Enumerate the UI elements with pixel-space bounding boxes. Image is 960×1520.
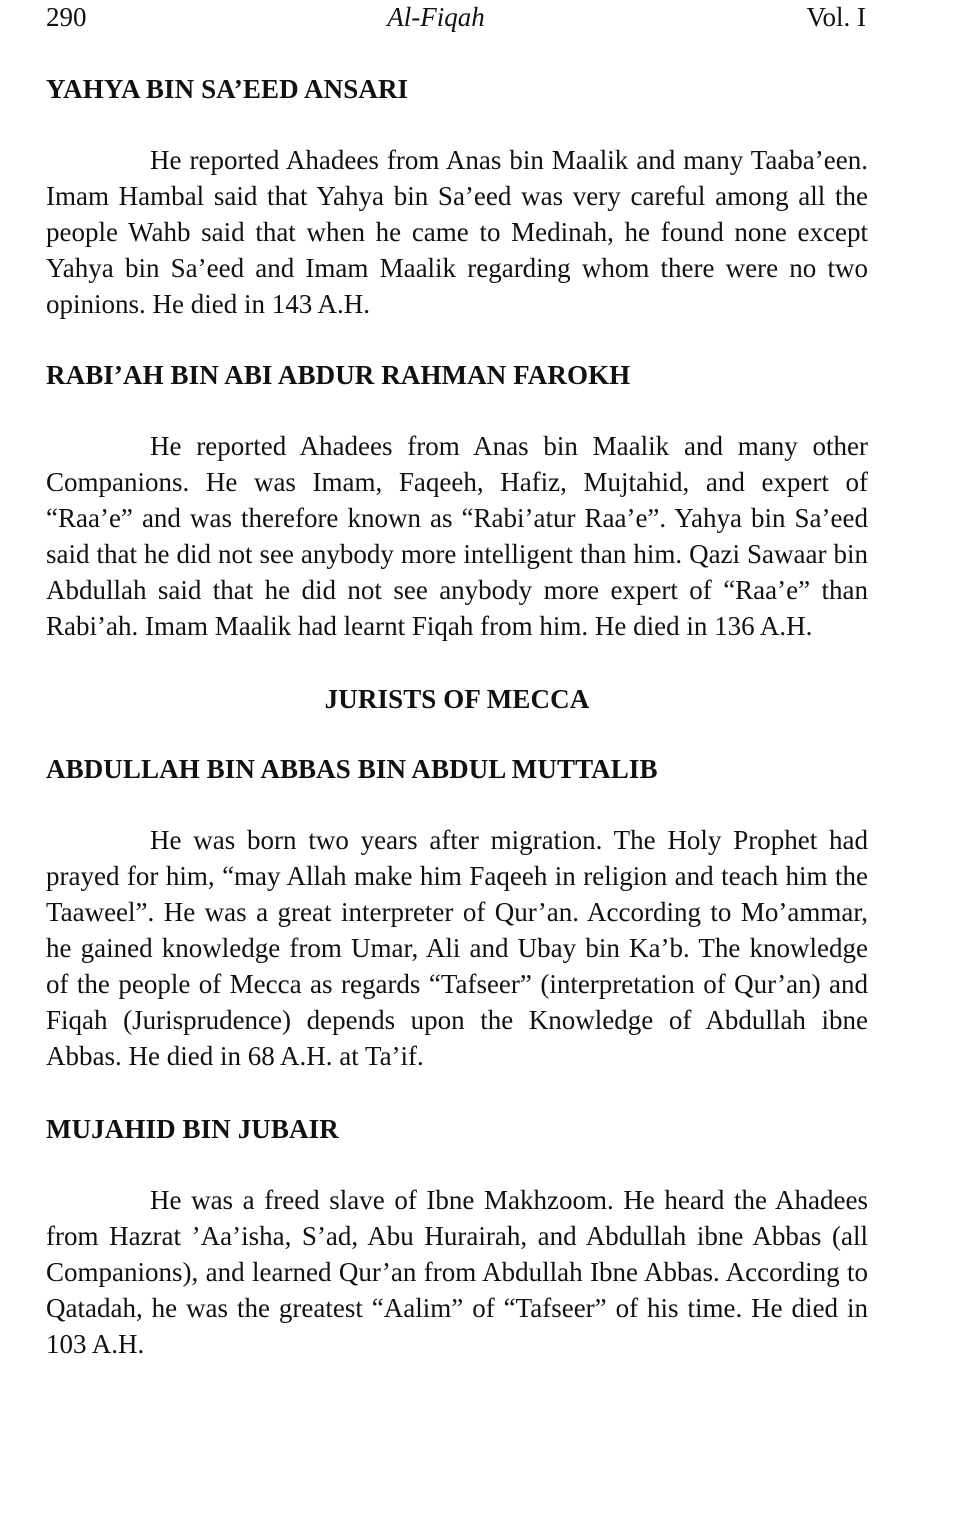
running-header (46, 0, 866, 34)
section-text-mujahid: He was a freed slave of Ibne Makhzoom. He heard the Ahadees from Hazrat ’Aa’isha, S’ad, Abu Hurairah, and Abdullah ibne Abbas (all Companions), and learned Qur’an from Abdullah Ibne Abbas. According to Qatadah, he was the greatest “Aalim” of “Tafseer” of his time. He died in 103 A.H. (46, 1185, 868, 1359)
section-text-yahya: He reported Ahadees from Anas bin Maalik and many Taaba’een. Imam Hambal said that Yahya bin Sa’eed was very careful among all the people Wahb said that when he came to Medinah, he found none except Yahya bin Sa’eed and Imam Maalik regarding whom there were no two opinions. He died in 143 A.H. (46, 145, 868, 319)
book-title: Al-Fiqah (387, 2, 485, 32)
section-heading-yahya: YAHYA BIN SA’EED ANSARI (46, 74, 409, 104)
section-text-rabiah: He reported Ahadees from Anas bin Maalik and many other Companions. He was Imam, Faqeeh, Hafiz, Mujtahid, and expert of “Raa’e” and was therefore known as “Rabi’atur Raa’e”. Yahya bin Sa’eed said that he did not see anybody more intelligent than him. Qazi Sawaar bin Abdullah said that he did not see anybody more expert of “Raa’e” than Rabi’ah. Imam Maalik had learnt Fiqah from him. He died in 136 A.H. (46, 431, 868, 641)
chapter-heading-jurists-of-mecca: JURISTS OF MECCA (324, 684, 590, 714)
section-text-abdullah: He was born two years after migration. The Holy Prophet had prayed for him, “may Allah make him Faqeeh in religion and teach him the Taaweel”. He was a great interpreter of Qur’an. According to Mo’ammar, he gained knowledge from Umar, Ali and Ubay bin Ka’b. The knowledge of the people of Mecca as regards “Tafseer” (interpretation of Qur’an) and Fiqah (Jurisprudence) depends upon the Knowledge of Abdullah ibne Abbas. He died in 68 A.H. at Ta’if. (46, 825, 868, 1071)
page-body (46, 66, 868, 1362)
section-heading-mujahid: MUJAHID BIN JUBAIR (46, 1114, 339, 1144)
section-heading-rabiah: RABI’AH BIN ABI ABDUR RAHMAN FAROKH (46, 360, 631, 390)
page-number: 290 (46, 2, 87, 32)
volume-label: Vol. I (806, 2, 866, 32)
section-heading-abdullah: ABDULLAH BIN ABBAS BIN ABDUL MUTTALIB (46, 754, 658, 784)
